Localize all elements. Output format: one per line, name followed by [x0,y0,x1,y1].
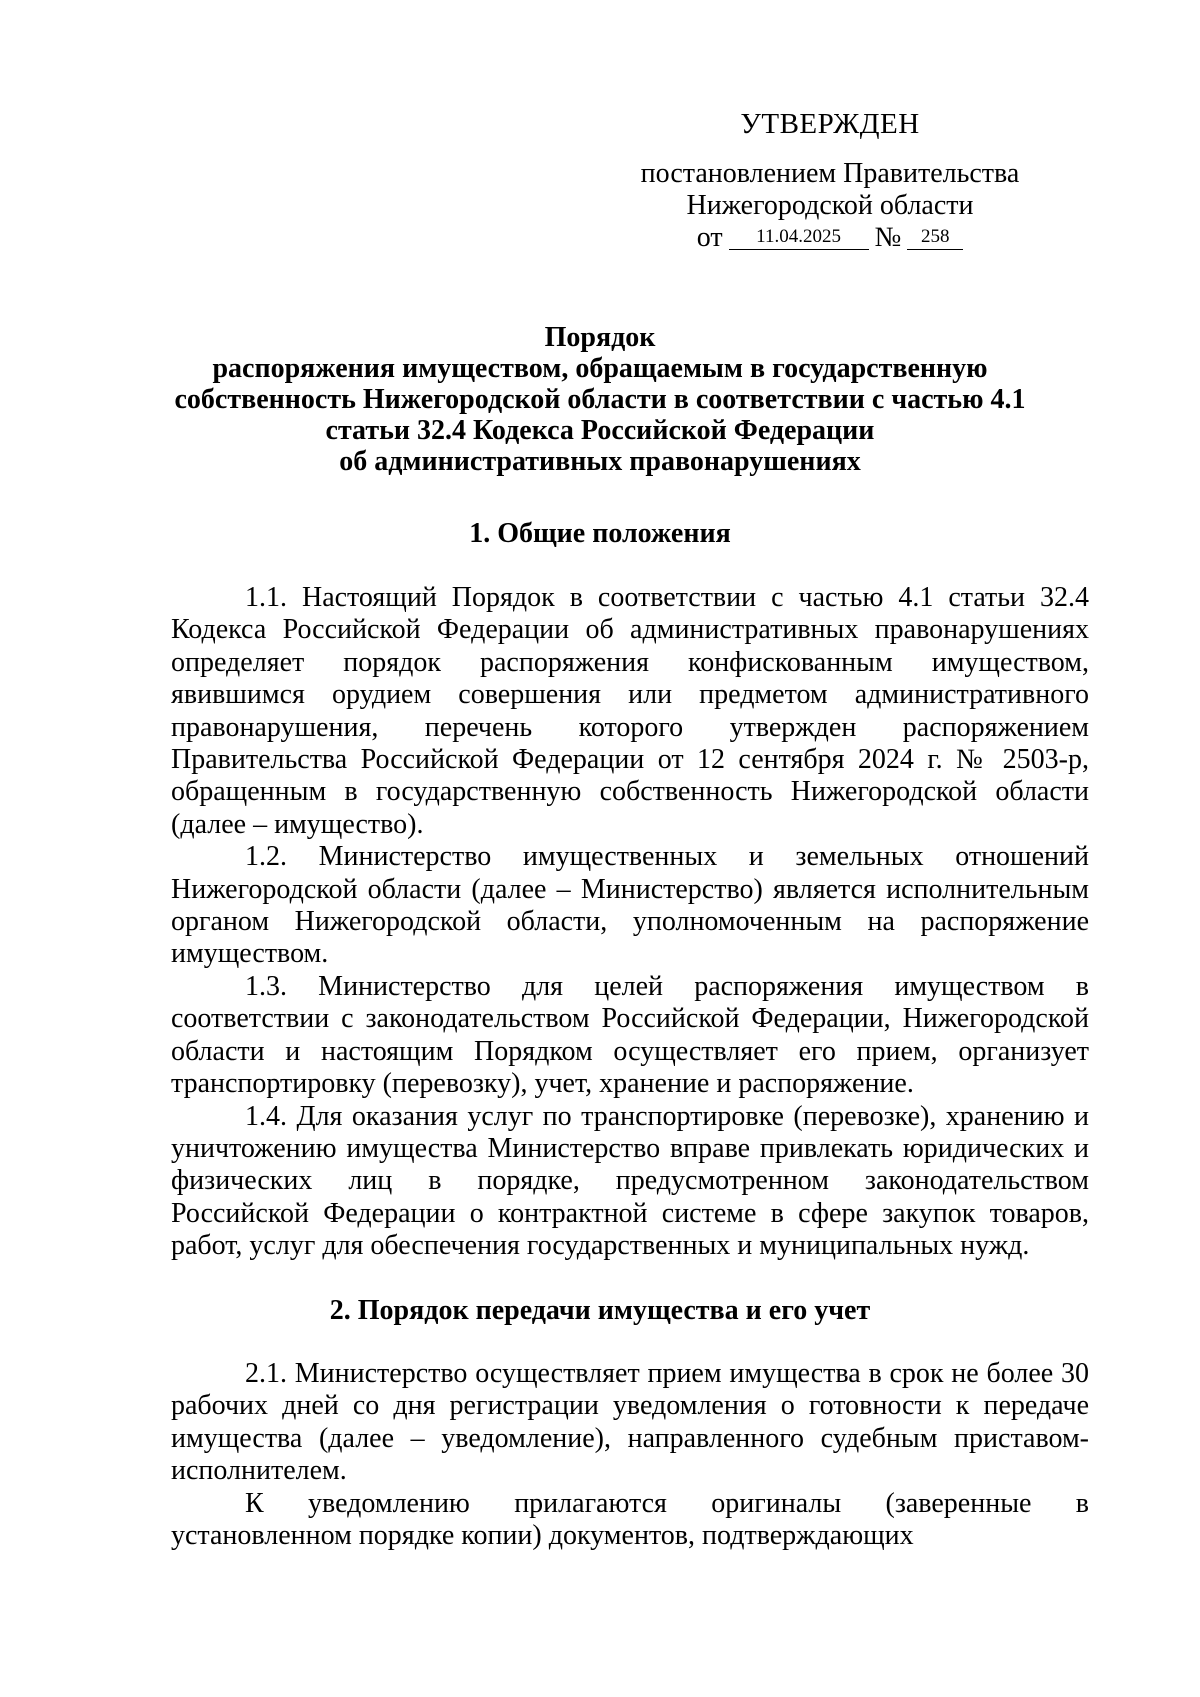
paragraph-1-2: 1.2. Министерство имущественных и земельных отношений Нижегородской области (далее – Министерство) является исполнительным органом Нижегородской области, уполномоченным на распоряжение имуществом. [171,841,1089,970]
paragraph-1-3: 1.3. Министерство для целей распоряжения имуществом в соответствии с законодательством Российской Федерации, Нижегородской области и настоящим Порядком осуществляет его прием, организует транспортировку (перевозку), учет, хранение и распоряжение. [171,970,1089,1100]
document-title [160,322,1040,477]
section-2-body [171,1358,1089,1552]
title-line-2: распоряжения имуществом, обращаемым в государственную [212,353,988,384]
paragraph-2-1-continued: К уведомлению прилагаются оригиналы (заверенные в установленном порядке копии) документов, подтверждающих [171,1487,1089,1552]
section-1-heading: 1. Общие положения [469,518,731,549]
paragraph-2-1: 2.1. Министерство осуществляет прием имущества в срок не более 30 рабочих дней со дня регистрации уведомления о готовности к передаче имущества (далее – уведомление), направленного судебным приставом-исполнителем. [171,1358,1089,1487]
title-line-5: об административных правонарушениях [339,446,861,477]
approval-reference [620,222,1040,254]
approved-label: УТВЕРЖДЕН [740,108,920,140]
paragraph-1-4: 1.4. Для оказания услуг по транспортировке (перевозке), хранению и уничтожению имущества Министерство вправе привлекать юридических и физических лиц в порядке, предусмотренном законодательством Российской Федерации о контрактной системе в сфере закупок товаров, работ, услуг для обеспечения государственных и муниципальных нужд. [171,1100,1089,1262]
approval-line-1: постановлением Правительства [640,158,1020,189]
title-line-4: статьи 32.4 Кодекса Российской Федерации [325,415,875,446]
from-label: от [696,222,723,253]
approval-line-2: Нижегородской области [686,190,974,221]
approval-stamp [620,108,1040,254]
number-sign: № [874,222,902,253]
section-1-body [171,582,1089,1263]
section-2-heading: 2. Порядок передачи имущества и его учет [329,1295,871,1326]
title-line-1: Порядок [544,322,656,353]
approval-date: 11.04.2025 [729,226,869,250]
approval-number: 258 [907,226,963,250]
title-line-3: собственность Нижегородской области в соответствии с частью 4.1 [174,384,1026,415]
paragraph-1-1: 1.1. Настоящий Порядок в соответствии с частью 4.1 статьи 32.4 Кодекса Российской Федерации об административных правонарушениях определяет порядок распоряжения конфискованным имуществом, явившимся орудием совершения или предметом административного правонарушения, перечень которого утвержден распоряжением Правительства Российской Федерации от 12 сентября 2024 г. № 2503-р, обращенным в государственную собственность Нижегородской области (далее – имущество). [171,582,1089,840]
